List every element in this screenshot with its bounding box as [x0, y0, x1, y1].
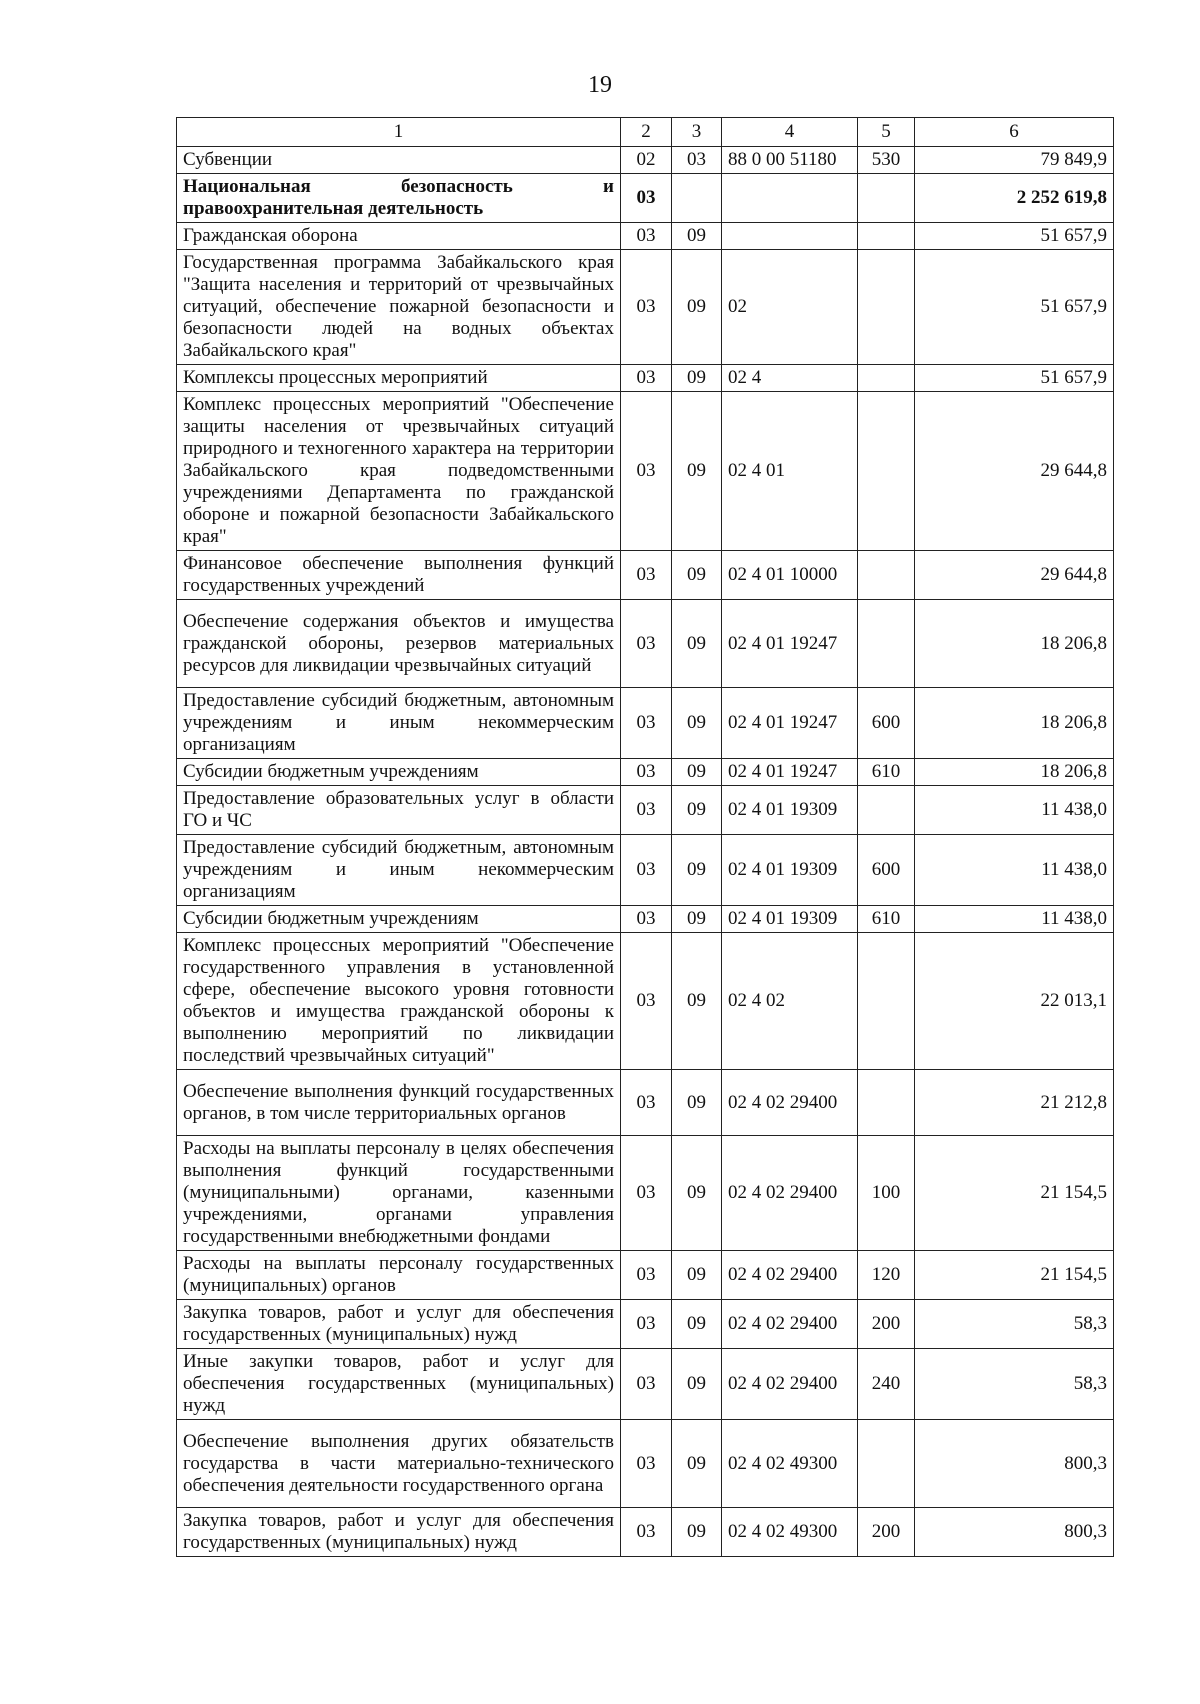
section-code-cell: 03 [621, 1251, 672, 1300]
amount-cell: 79 849,9 [915, 147, 1114, 174]
column-header: 5 [858, 118, 915, 147]
amount-cell: 21 212,8 [915, 1070, 1114, 1136]
subsection-code-cell: 09 [672, 551, 722, 600]
amount-cell: 29 644,8 [915, 392, 1114, 551]
expense-name-cell: Предоставление субсидий бюджетным, автономным учреждениям и иным некоммерческим организациям [177, 835, 621, 906]
expense-name-cell: Расходы на выплаты персоналу в целях обеспечения выполнения функций государственными (муниципальными) органами, казенными учреждениями, органами управления государственными внебюджетными фондами [177, 1136, 621, 1251]
table-row [177, 1508, 1114, 1557]
amount-cell: 11 438,0 [915, 786, 1114, 835]
amount-cell: 51 657,9 [915, 223, 1114, 250]
expense-name-cell: Государственная программа Забайкальского края "Защита населения и территорий от чрезвычайных ситуаций, обеспечение пожарной безопасности и безопасности людей на водных объектах Забайкальского края" [177, 250, 621, 365]
section-code-cell: 03 [621, 1136, 672, 1251]
column-header: 1 [177, 118, 621, 147]
section-code-cell: 03 [621, 1070, 672, 1136]
expense-type-cell: 600 [858, 835, 915, 906]
column-header: 4 [722, 118, 858, 147]
table-row [177, 1136, 1114, 1251]
target-article-cell [722, 223, 858, 250]
amount-cell: 800,3 [915, 1420, 1114, 1508]
expense-type-cell: 610 [858, 906, 915, 933]
expense-type-cell: 200 [858, 1300, 915, 1349]
expense-name-cell: Обеспечение содержания объектов и имущества гражданской обороны, резервов материальных ресурсов для ликвидации чрезвычайных ситуаций [177, 600, 621, 688]
expense-name-cell: Финансовое обеспечение выполнения функций государственных учреждений [177, 551, 621, 600]
table-row [177, 1420, 1114, 1508]
table-row [177, 688, 1114, 759]
amount-cell: 51 657,9 [915, 250, 1114, 365]
table-body [177, 147, 1114, 1557]
target-article-cell: 02 4 01 19247 [722, 688, 858, 759]
subsection-code-cell: 09 [672, 1420, 722, 1508]
target-article-cell: 02 4 02 49300 [722, 1420, 858, 1508]
expense-name-cell: Обеспечение выполнения функций государственных органов, в том числе территориальных органов [177, 1070, 621, 1136]
amount-cell: 29 644,8 [915, 551, 1114, 600]
table-row [177, 835, 1114, 906]
expense-name-cell: Закупка товаров, работ и услуг для обеспечения государственных (муниципальных) нужд [177, 1508, 621, 1557]
table-row [177, 906, 1114, 933]
header-row [177, 118, 1114, 147]
target-article-cell [722, 174, 858, 223]
column-header: 3 [672, 118, 722, 147]
subsection-code-cell: 09 [672, 1070, 722, 1136]
amount-cell: 18 206,8 [915, 759, 1114, 786]
subsection-code-cell: 09 [672, 835, 722, 906]
target-article-cell: 02 4 01 [722, 392, 858, 551]
subsection-code-cell: 09 [672, 1508, 722, 1557]
target-article-cell: 02 4 02 49300 [722, 1508, 858, 1557]
target-article-cell: 02 4 02 29400 [722, 1300, 858, 1349]
section-code-cell: 03 [621, 551, 672, 600]
subsection-code-cell: 09 [672, 392, 722, 551]
section-code-cell: 03 [621, 1300, 672, 1349]
target-article-cell: 02 4 02 [722, 933, 858, 1070]
section-code-cell: 03 [621, 1508, 672, 1557]
target-article-cell: 02 4 02 29400 [722, 1349, 858, 1420]
table-row [177, 1070, 1114, 1136]
page-number: 19 [588, 72, 612, 98]
expense-name-cell: Обеспечение выполнения других обязательств государства в части материально-технического обеспечения деятельности государственного органа [177, 1420, 621, 1508]
section-code-cell: 03 [621, 223, 672, 250]
section-code-cell: 03 [621, 365, 672, 392]
subsection-code-cell: 09 [672, 365, 722, 392]
expense-name-cell: Субсидии бюджетным учреждениям [177, 906, 621, 933]
amount-cell: 18 206,8 [915, 688, 1114, 759]
subsection-code-cell: 09 [672, 1300, 722, 1349]
section-code-cell: 03 [621, 835, 672, 906]
subsection-code-cell: 09 [672, 933, 722, 1070]
table-row [177, 759, 1114, 786]
expense-type-cell [858, 392, 915, 551]
target-article-cell: 02 4 01 19309 [722, 835, 858, 906]
expense-name-cell: Национальная безопасность и правоохранительная деятельность [177, 174, 621, 223]
expense-type-cell [858, 600, 915, 688]
expense-name-cell: Комплекс процессных мероприятий "Обеспечение государственного управления в установленной сфере, обеспечение высокого уровня готовности объектов и имущества гражданской обороны к выполнению мероприятий по ликвидации последствий чрезвычайных ситуаций" [177, 933, 621, 1070]
target-article-cell: 02 4 01 19309 [722, 906, 858, 933]
expense-name-cell: Комплекс процессных мероприятий "Обеспечение защиты населения от чрезвычайных ситуаций природного и техногенного характера на территории Забайкальского края подведомственными учреждениями Департамента по гражданской обороне и пожарной безопасности Забайкальского края" [177, 392, 621, 551]
expense-name-cell: Расходы на выплаты персоналу государственных (муниципальных) органов [177, 1251, 621, 1300]
expense-name-cell: Предоставление субсидий бюджетным, автономным учреждениям и иным некоммерческим организациям [177, 688, 621, 759]
expense-name-cell: Комплексы процессных мероприятий [177, 365, 621, 392]
target-article-cell: 88 0 00 51180 [722, 147, 858, 174]
subsection-code-cell: 09 [672, 1136, 722, 1251]
target-article-cell: 02 4 01 19247 [722, 759, 858, 786]
section-code-cell: 03 [621, 759, 672, 786]
subsection-code-cell: 09 [672, 1251, 722, 1300]
subsection-code-cell: 03 [672, 147, 722, 174]
section-code-cell: 03 [621, 174, 672, 223]
section-code-cell: 03 [621, 906, 672, 933]
column-header: 2 [621, 118, 672, 147]
expense-name-cell: Предоставление образовательных услуг в области ГО и ЧС [177, 786, 621, 835]
expense-type-cell: 240 [858, 1349, 915, 1420]
expense-type-cell [858, 786, 915, 835]
expense-name-cell: Субсидии бюджетным учреждениям [177, 759, 621, 786]
budget-table [176, 117, 1114, 1557]
section-code-cell: 03 [621, 600, 672, 688]
expense-type-cell [858, 1070, 915, 1136]
target-article-cell: 02 4 01 10000 [722, 551, 858, 600]
amount-cell: 51 657,9 [915, 365, 1114, 392]
table-row [177, 392, 1114, 551]
amount-cell: 2 252 619,8 [915, 174, 1114, 223]
table-row [177, 174, 1114, 223]
expense-type-cell: 610 [858, 759, 915, 786]
expense-type-cell: 530 [858, 147, 915, 174]
expense-type-cell: 100 [858, 1136, 915, 1251]
subsection-code-cell: 09 [672, 688, 722, 759]
table-row [177, 250, 1114, 365]
column-header: 6 [915, 118, 1114, 147]
expense-type-cell [858, 365, 915, 392]
amount-cell: 58,3 [915, 1300, 1114, 1349]
expense-type-cell [858, 250, 915, 365]
section-code-cell: 03 [621, 688, 672, 759]
amount-cell: 11 438,0 [915, 906, 1114, 933]
subsection-code-cell: 09 [672, 786, 722, 835]
amount-cell: 58,3 [915, 1349, 1114, 1420]
table-row [177, 147, 1114, 174]
amount-cell: 18 206,8 [915, 600, 1114, 688]
expense-type-cell: 200 [858, 1508, 915, 1557]
expense-name-cell: Субвенции [177, 147, 621, 174]
section-code-cell: 03 [621, 786, 672, 835]
subsection-code-cell: 09 [672, 600, 722, 688]
table-row [177, 1300, 1114, 1349]
section-code-cell: 03 [621, 933, 672, 1070]
target-article-cell: 02 4 02 29400 [722, 1136, 858, 1251]
table-row [177, 933, 1114, 1070]
amount-cell: 22 013,1 [915, 933, 1114, 1070]
expense-type-cell [858, 174, 915, 223]
expense-type-cell: 120 [858, 1251, 915, 1300]
table-row [177, 786, 1114, 835]
expense-type-cell: 600 [858, 688, 915, 759]
expense-name-cell: Иные закупки товаров, работ и услуг для обеспечения государственных (муниципальных) нужд [177, 1349, 621, 1420]
target-article-cell: 02 [722, 250, 858, 365]
expense-type-cell [858, 1420, 915, 1508]
target-article-cell: 02 4 [722, 365, 858, 392]
expense-name-cell: Гражданская оборона [177, 223, 621, 250]
table-row [177, 365, 1114, 392]
subsection-code-cell: 09 [672, 223, 722, 250]
amount-cell: 21 154,5 [915, 1251, 1114, 1300]
section-code-cell: 03 [621, 250, 672, 365]
table-row [177, 223, 1114, 250]
subsection-code-cell: 09 [672, 759, 722, 786]
section-code-cell: 03 [621, 392, 672, 551]
section-code-cell: 02 [621, 147, 672, 174]
amount-cell: 21 154,5 [915, 1136, 1114, 1251]
expense-type-cell [858, 223, 915, 250]
section-code-cell: 03 [621, 1349, 672, 1420]
subsection-code-cell [672, 174, 722, 223]
target-article-cell: 02 4 02 29400 [722, 1251, 858, 1300]
expense-type-cell [858, 933, 915, 1070]
target-article-cell: 02 4 01 19309 [722, 786, 858, 835]
section-code-cell: 03 [621, 1420, 672, 1508]
table-row [177, 551, 1114, 600]
amount-cell: 800,3 [915, 1508, 1114, 1557]
table-row [177, 1349, 1114, 1420]
target-article-cell: 02 4 02 29400 [722, 1070, 858, 1136]
table-row [177, 600, 1114, 688]
subsection-code-cell: 09 [672, 906, 722, 933]
table-row [177, 1251, 1114, 1300]
subsection-code-cell: 09 [672, 1349, 722, 1420]
target-article-cell: 02 4 01 19247 [722, 600, 858, 688]
amount-cell: 11 438,0 [915, 835, 1114, 906]
subsection-code-cell: 09 [672, 250, 722, 365]
expense-type-cell [858, 551, 915, 600]
expense-name-cell: Закупка товаров, работ и услуг для обеспечения государственных (муниципальных) нужд [177, 1300, 621, 1349]
